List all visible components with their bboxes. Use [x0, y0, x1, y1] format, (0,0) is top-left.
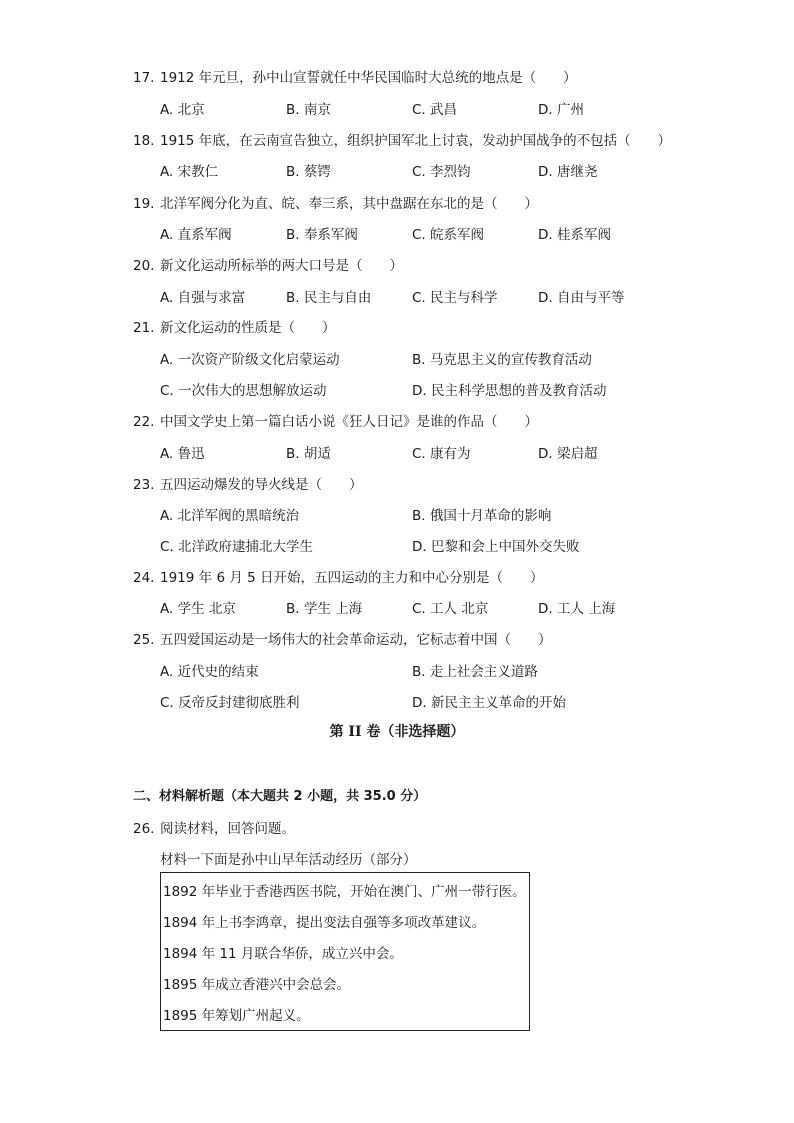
- option-d: D. 自由与平等: [538, 290, 625, 306]
- option-b: B. 马克思主义的宣传教育活动: [412, 352, 592, 368]
- question-number: 17.: [133, 70, 155, 86]
- option-a: A. 直系军阀: [160, 227, 232, 243]
- option-d: D. 梁启超: [538, 446, 598, 462]
- option-c: C. 工人 北京: [412, 601, 489, 617]
- question-stem: 新文化运动所标举的两大口号是（ ）: [160, 258, 403, 274]
- material-line: 1894 年上书李鸿章，提出变法自强等多项改革建议。: [163, 915, 486, 931]
- option-d: D. 广州: [538, 102, 584, 118]
- question-number: 20.: [133, 258, 155, 274]
- question-number: 24.: [133, 570, 155, 586]
- option-a: A. 学生 北京: [160, 601, 236, 617]
- material-intro: 材料一下面是孙中山早年活动经历（部分）: [160, 852, 417, 868]
- question-stem: 五四运动爆发的导火线是（ ）: [160, 477, 363, 493]
- question-23: [133, 473, 363, 493]
- question-stem: 中国文学史上第一篇白话小说《狂人日记》是谁的作品（ ）: [160, 414, 538, 430]
- option-a: A. 鲁迅: [160, 446, 205, 462]
- option-a: A. 宋教仁: [160, 164, 219, 180]
- option-d: D. 桂系军阀: [538, 227, 611, 243]
- option-a: A. 北洋军阀的黑暗统治: [160, 508, 300, 524]
- material-line: 1895 年筹划广州起义。: [163, 1008, 310, 1024]
- option-c: C. 武昌: [412, 102, 458, 118]
- option-d: D. 民主科学思想的普及教育活动: [412, 383, 607, 399]
- option-c: C. 李烈钧: [412, 164, 471, 180]
- question-26: [133, 817, 295, 837]
- option-d: D. 唐继尧: [538, 164, 598, 180]
- option-a: A. 北京: [160, 102, 205, 118]
- option-c: C. 反帝反封建彻底胜利: [160, 695, 300, 711]
- option-b: B. 胡适: [286, 446, 331, 462]
- option-d: D. 工人 上海: [538, 601, 616, 617]
- question-number: 25.: [133, 632, 155, 648]
- option-c: C. 民主与科学: [412, 290, 498, 306]
- part-heading: 二、材料解析题（本大题共 2 小题，共 35.0 分）: [133, 789, 427, 804]
- question-number: 19.: [133, 196, 155, 212]
- option-b: B. 学生 上海: [286, 601, 363, 617]
- option-b: B. 蔡锷: [286, 164, 331, 180]
- question-21: [133, 316, 336, 336]
- material-box: [160, 872, 530, 1031]
- question-19: [133, 192, 538, 212]
- question-stem: 1919 年 6 月 5 日开始，五四运动的主力和中心分别是（ ）: [160, 570, 544, 586]
- material-line: 1892 年毕业于香港西医书院，开始在澳门、广州一带行医。: [163, 884, 526, 900]
- question-stem: 北洋军阀分化为直、皖、奉三系，其中盘踞在东北的是（ ）: [160, 196, 538, 212]
- question-stem: 阅读材料，回答问题。: [160, 821, 295, 837]
- option-b: B. 奉系军阀: [286, 227, 358, 243]
- option-d: D. 巴黎和会上中国外交失败: [412, 539, 580, 555]
- option-c: C. 康有为: [412, 446, 471, 462]
- material-line: 1895 年成立香港兴中会总会。: [163, 977, 351, 993]
- material-line: 1894 年 11 月联合华侨，成立兴中会。: [163, 946, 403, 962]
- option-b: B. 走上社会主义道路: [412, 664, 538, 680]
- section-title: 第 II 卷（非选择题）: [329, 724, 465, 740]
- question-22: [133, 410, 538, 430]
- question-number: 22.: [133, 414, 155, 430]
- question-25: [133, 628, 552, 648]
- question-18: [133, 129, 671, 149]
- option-b: B. 民主与自由: [286, 290, 372, 306]
- option-b: B. 俄国十月革命的影响: [412, 508, 552, 524]
- question-number: 18.: [133, 133, 155, 149]
- question-stem: 五四爱国运动是一场伟大的社会革命运动，它标志着中国（ ）: [160, 632, 552, 648]
- option-a: A. 自强与求富: [160, 290, 246, 306]
- option-c: C. 一次伟大的思想解放运动: [160, 383, 327, 399]
- option-c: C. 皖系军阀: [412, 227, 485, 243]
- question-number: 26.: [133, 821, 155, 837]
- option-c: C. 北洋政府逮捕北大学生: [160, 539, 314, 555]
- question-number: 23.: [133, 477, 155, 493]
- question-24: [133, 566, 544, 586]
- option-a: A. 近代史的结束: [160, 664, 259, 680]
- option-b: B. 南京: [286, 102, 331, 118]
- question-stem: 1912 年元旦，孙中山宣誓就任中华民国临时大总统的地点是（ ）: [160, 70, 577, 86]
- option-a: A. 一次资产阶级文化启蒙运动: [160, 352, 340, 368]
- question-17: [133, 66, 577, 86]
- option-d: D. 新民主主义革命的开始: [412, 695, 566, 711]
- question-number: 21.: [133, 320, 155, 336]
- question-stem: 新文化运动的性质是（ ）: [160, 320, 336, 336]
- question-20: [133, 254, 403, 274]
- question-stem: 1915 年底，在云南宣告独立，组织护国军北上讨袁，发动护国战争的不包括（ ）: [160, 133, 672, 149]
